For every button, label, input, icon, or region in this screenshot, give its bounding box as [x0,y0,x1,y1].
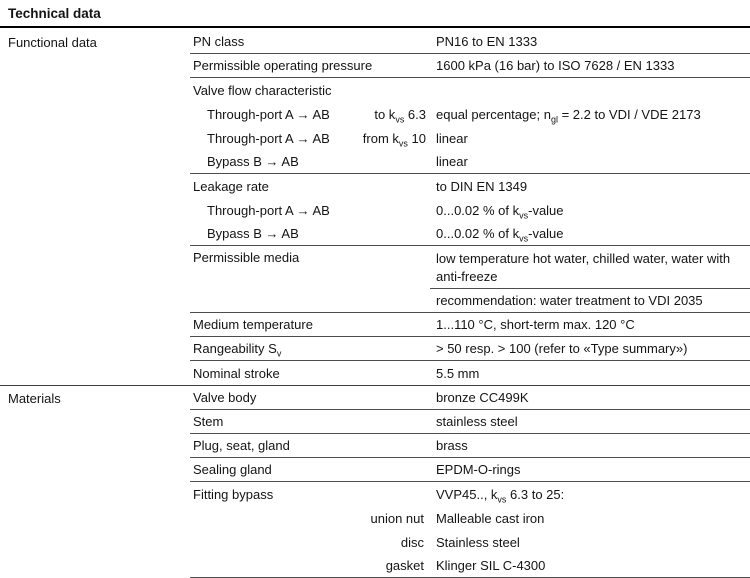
property-value: VVP45.., $k_{vs}$ 6.3 to 25: [436,486,565,505]
section-label: Functional data [8,34,97,50]
property-value: bronze CC499K [436,390,529,405]
table-row [0,410,750,434]
property-label: Permissible media [193,250,300,265]
property-label: Leakage rate [193,178,269,194]
property-value: Klinger SIL C-4300 [436,558,546,573]
property-sublabel: union nut [370,510,424,526]
property-value: to DIN EN 1349 [436,178,528,194]
property-value: Stainless steel [436,534,520,550]
property-value [430,78,750,102]
property-value: EPDM-O-rings [436,462,521,477]
property-label: Valve flow characteristic [193,82,332,98]
property-value: Malleable cast iron [436,510,545,526]
property-label: Permissible operating pressure [193,58,373,73]
property-value: stainless steel [436,414,518,429]
page-title: Technical data [0,2,750,28]
table-row [0,386,750,410]
property-label: Fitting bypass [193,486,274,502]
table-row [0,361,750,385]
property-label: Plug, seat, gland [193,438,290,453]
table-row [0,30,750,54]
property-value: > 50 resp. > 100 (refer to «Type summary») [436,341,688,356]
property-sublabel: to $k_{vs}$ 6.3 [374,106,426,125]
property-value: equal percentage; $n_{gl} = 2.2$ to VDI / VDE 2173 [436,106,701,125]
table-row [0,337,750,361]
table-row [0,150,750,174]
table-row [0,506,750,530]
property-value: 0...0.02 % of $k_{vs}$-value [436,226,564,244]
table-row [0,458,750,482]
property-label: Bypass B → AB [207,154,299,169]
property-label: Through-port A → AB [207,202,330,218]
property-label: Through-port A → AB to $k_{vs}$ 6.3 [190,102,430,126]
table-row [0,482,750,506]
table-row [0,198,750,222]
property-value: 1600 kPa (16 bar) to ISO 7628 / EN 1333 [436,58,675,73]
table-row [0,78,750,102]
table-row [0,222,750,246]
section-label: Materials [8,390,61,406]
table-row [0,313,750,337]
property-label: Through-port A → AB from $k_{vs}$ 10 [190,126,430,150]
property-value: recommendation: water treatment to VDI 2035 [436,293,703,308]
table-row [0,434,750,458]
table-row [0,554,750,578]
property-label: Stem [193,414,224,429]
property-value: 1...110 °C, short-term max. 120 °C [436,317,635,332]
table-row [0,174,750,198]
property-label: Sealing gland [193,462,272,477]
property-value: linear [436,130,468,146]
property-value: linear [436,154,468,169]
property-value: brass [436,438,468,453]
property-label: Medium temperature [193,317,313,332]
table-row [0,54,750,78]
property-label: Valve body [193,390,257,405]
property-value: 5.5 mm [436,365,480,381]
property-value: PN16 to EN 1333 [436,34,538,49]
property-sublabel: disc [400,534,424,550]
technical-data-table [0,30,750,578]
table-row [0,102,750,126]
table-row [0,246,750,289]
table-row [0,126,750,150]
property-value: low temperature hot water, chilled water, water with anti-freeze [430,246,750,289]
property-label [190,289,430,312]
property-value: 0...0.02 % of $k_{vs}$-value [436,202,564,221]
property-sublabel: gasket [385,558,424,573]
property-label: Nominal stroke [193,365,280,381]
property-sublabel: from $k_{vs}$ 10 [362,130,426,149]
table-row [0,289,750,313]
table-row [0,530,750,554]
property-label: Rangeability $S_v$ [193,341,282,359]
property-label: PN class [193,34,245,49]
property-label: Bypass B → AB [207,226,299,241]
